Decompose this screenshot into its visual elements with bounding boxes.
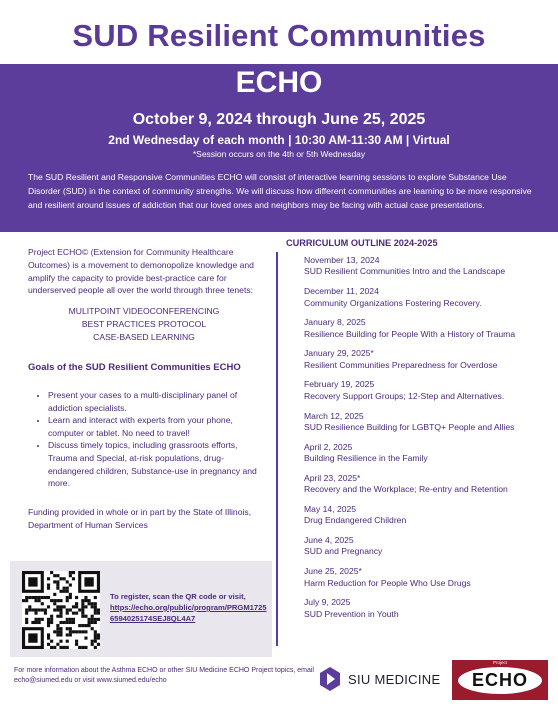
curriculum-heading: CURRICULUM OUTLINE 2024-2025 (286, 238, 438, 248)
session-date: December 11, 2024 (304, 286, 379, 297)
session-date: January 29, 2025* (304, 348, 374, 359)
left-column (28, 246, 260, 531)
session-date: February 19, 2025 (304, 379, 375, 390)
goals-list (28, 389, 260, 490)
session-date: June 4, 2025 (304, 534, 354, 545)
session-topic: SUD and Pregnancy (304, 546, 383, 557)
qr-code-icon[interactable] (22, 571, 100, 649)
session-item (304, 473, 552, 496)
session-topic: Recovery and the Workplace; Re-entry and Retention (304, 484, 508, 495)
session-topic: SUD Resilient Communities Intro and the Landscape (304, 266, 506, 277)
session-list (286, 255, 552, 620)
registration-box (10, 561, 272, 657)
funding-note: Funding provided in whole or in part by the State of Illinois, Department of Human Services (28, 506, 252, 530)
header-banner (0, 64, 558, 232)
echo-logo-project-text: Project (492, 660, 507, 665)
session-date: November 13, 2024 (304, 255, 380, 265)
echo-logo-oval (458, 667, 542, 694)
project-echo-logo (452, 660, 548, 700)
session-item (304, 379, 552, 402)
siu-medicine-logo (318, 664, 440, 694)
session-item (304, 566, 552, 589)
footer-info: For more information about the Asthma ECHO or other SIU Medicine ECHO Project topics, email echo@siumed.edu or visit www.siumed.edu/echo (14, 667, 314, 684)
siu-logo-label: SIU MEDICINE (348, 671, 441, 687)
banner-echo-title: ECHO (235, 66, 323, 99)
session-item (304, 504, 552, 527)
session-item (304, 442, 552, 465)
echo-intro: Project ECHO© (Extension for Community Healthcare Outcomes) is a movement to demonopolize knowledge and amplify the capacity to provide best-practice care for underserved people all over the world through three tenets: (28, 247, 254, 296)
session-item (304, 286, 552, 309)
session-item (304, 535, 552, 558)
session-item (304, 597, 552, 620)
program-schedule: 2nd Wednesday of each month | 10:30 AM-11:30 AM | Virtual (108, 133, 450, 147)
session-item (304, 317, 552, 340)
session-topic: Community Organizations Fostering Recovery. (304, 297, 482, 308)
session-topic: SUD Resilience Building for LGBTQ+ People and Allies (304, 421, 515, 432)
session-topic: Building Resilience in the Family (304, 453, 428, 464)
session-date: April 2, 2025 (304, 441, 353, 452)
session-topic: Resilience Building for People With a History of Trauma (304, 328, 516, 339)
tenet-item: BEST PRACTICES PROTOCOL (81, 319, 207, 330)
session-date: May 14, 2025 (304, 503, 357, 514)
session-date: June 25, 2025* (304, 566, 362, 577)
column-divider (276, 252, 278, 646)
session-topic: Harm Reduction for People Who Use Drugs (304, 577, 471, 588)
session-date: April 23, 2025* (304, 472, 361, 483)
session-topic: Drug Endangered Children (304, 515, 407, 526)
goals-heading: Goals of the SUD Resilient Communities ECHO (28, 362, 241, 374)
registration-text (110, 591, 268, 624)
session-topic: SUD Prevention in Youth (304, 608, 399, 619)
registration-instruction: To register, scan the QR code or visit, (110, 592, 246, 601)
schedule-note: *Session occurs on the 4th or 5th Wednesday (192, 149, 366, 159)
session-item (304, 255, 552, 278)
siu-hexagon-icon (318, 666, 342, 692)
session-date: January 8, 2025 (304, 317, 366, 328)
registration-link[interactable]: https://echo.org/public/program/PRGM17256594025174SEJ8QL4A7 (110, 603, 267, 623)
tenet-item: CASE-BASED LEARNING (93, 332, 195, 343)
program-dates: October 9, 2024 through June 25, 2025 (132, 111, 426, 128)
session-topic: Recovery Support Groups; 12-Step and Alternatives. (304, 390, 505, 401)
tenets-list (28, 305, 260, 344)
session-item (304, 348, 552, 371)
echo-logo-label: ECHO (471, 670, 528, 690)
program-description: The SUD Resilient and Responsive Communities ECHO will consist of interactive learning sessions to explore Substance Use Disorder (SUD) in the context of community strengths. We will discuss how different communities are learning to be more responsive and resilient around issues of addiction that our loved ones and neighbors may be facing with actual case presentations. (28, 172, 532, 210)
curriculum-column (286, 238, 552, 628)
goal-item: • Discuss timely topics, including grassroots efforts, Trauma and Special, at-risk populations, drug-endangered children, Substance-use in pregnancy and more. (48, 439, 260, 489)
session-date: March 12, 2025 (304, 410, 364, 421)
session-item (304, 411, 552, 434)
session-date: July 9, 2025 (304, 597, 351, 608)
session-topic: Resilient Communities Preparedness for Overdose (304, 359, 498, 370)
goal-item: • Present your cases to a multi-disciplinary panel of addiction specialists. (48, 389, 260, 414)
page-title: SUD Resilient Communities (72, 18, 486, 53)
tenet-item: MULITPOINT VIDEOCONFERENCING (68, 306, 220, 317)
goal-item: • Learn and interact with experts from your phone, computer or tablet. No need to travel! (48, 414, 260, 439)
